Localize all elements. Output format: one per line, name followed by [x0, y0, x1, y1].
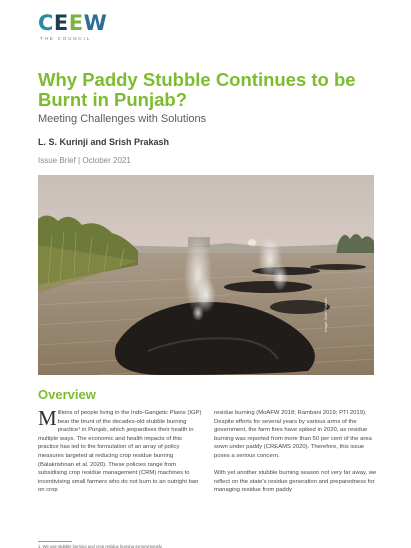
document-title: Why Paddy Stubble Continues to be Burnt in Punjab?	[38, 69, 356, 110]
drop-cap: M	[38, 406, 57, 430]
section-heading-overview: Overview	[38, 387, 96, 402]
ceew-logo	[38, 11, 108, 44]
body-column-right	[214, 409, 379, 495]
footnote: 1. We use stubble burning and crop residue burning synonymously.	[38, 544, 163, 548]
authors: L. S. Kurinji and Srish Prakash	[38, 137, 170, 147]
document-subtitle: Meeting Challenges with Solutions	[38, 113, 207, 125]
footnote-divider	[38, 541, 72, 542]
logo-tagline: THE COUNCIL	[40, 36, 91, 41]
column-left-text: illions of people living in the Indo-Gangetic Plains (IGP) bear the brunt of the decades-old stubble burning practice¹ in Punjab, which jeopardises their health in multiple ways. The economic and health impacts of this practice has led to the formulation of an array of policy measures targeted at reducing crop residue burning (Balakrishnan et al. 2020). These policies range from subsidising crop residue management (CRM) machines to incentivising small farmers who do not burn to an outright ban on crop	[38, 410, 202, 494]
logo-wordmark: CEEW	[38, 11, 108, 35]
column-right-paragraph-1: residue burning (MoAFW 2018; Rambani 2019; PTI 2019). Despite efforts for several years by various arms of the government, the farm fires have spiked in 2020, as residue burning was reported from more than 50 per cent of the area sown under paddy (CREAMS 2020). Therefore, this issue poses a serious concern.	[214, 410, 372, 459]
photo-credit: Image: Srish Prakash	[324, 297, 328, 332]
body-column-left	[38, 406, 203, 495]
issue-brief-date: Issue Brief | October 2021	[38, 156, 131, 165]
column-right-paragraph-2: With yet another stubble burning season not very far away, we reflect on the state's residue generation and preparedness for managing residue from paddy	[214, 470, 377, 494]
